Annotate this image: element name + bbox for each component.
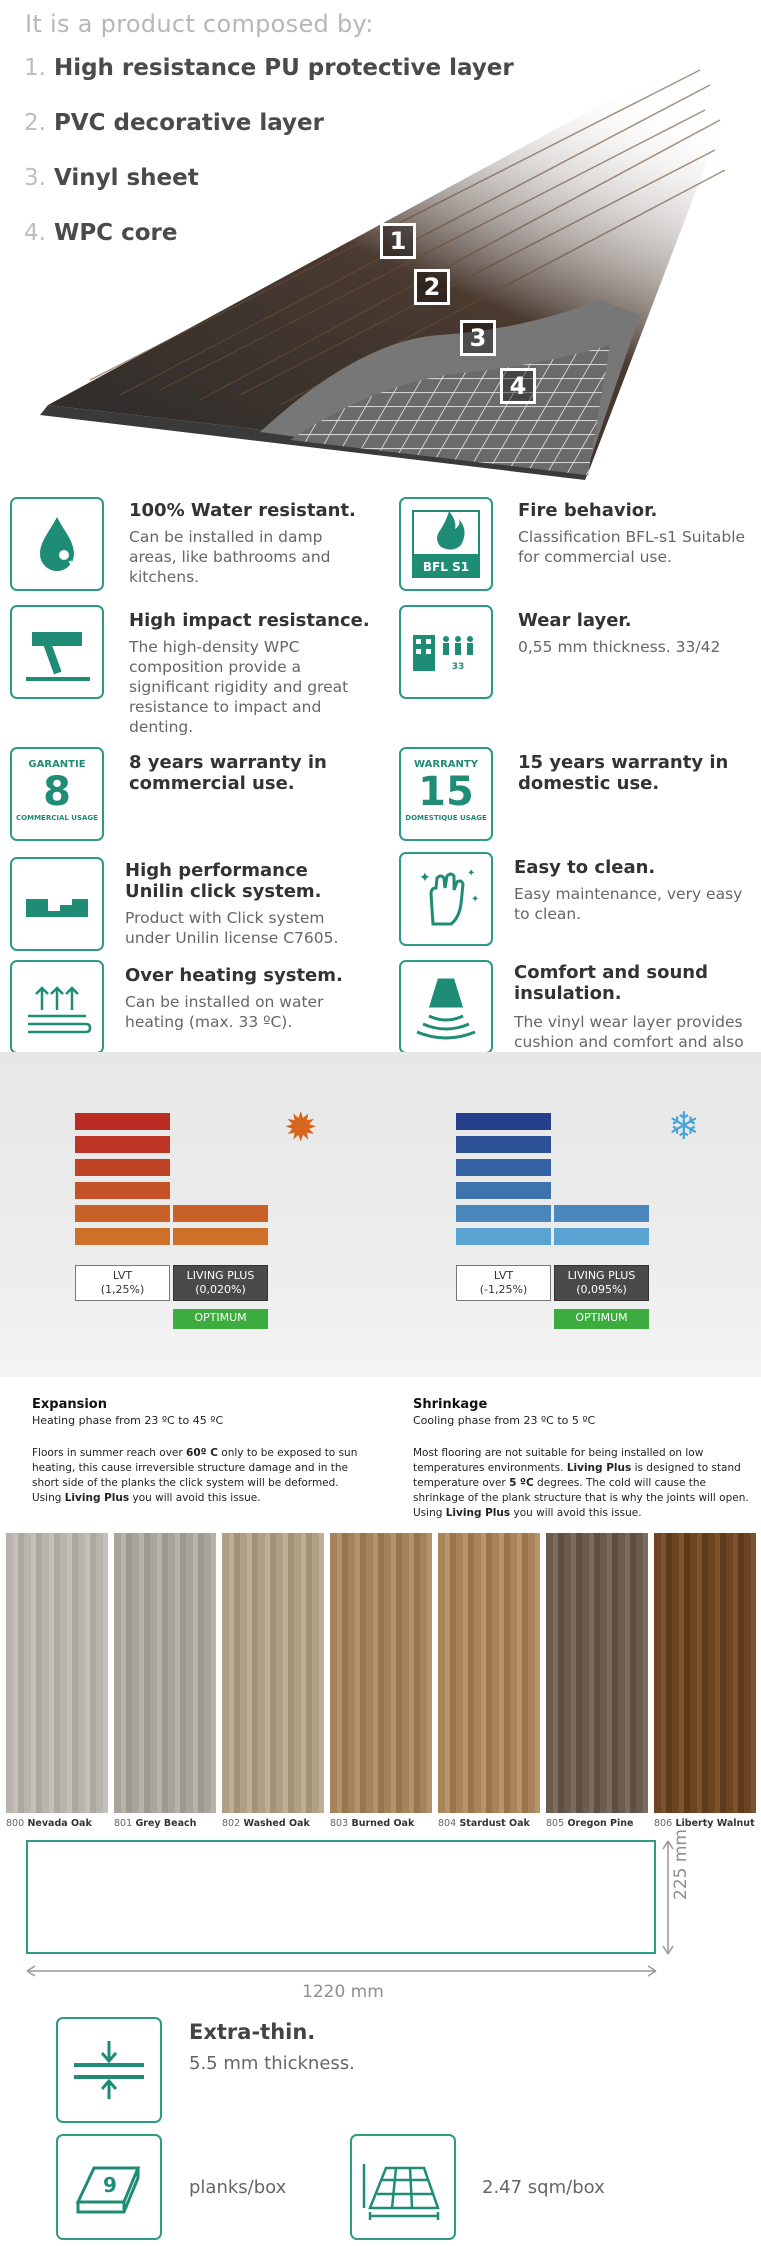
- livingplus-hot-label: LIVING PLUS (0,020%): [173, 1265, 268, 1301]
- bar: [173, 1228, 268, 1245]
- bar: [75, 1136, 170, 1153]
- feature-title: Easy to clean.: [514, 857, 656, 878]
- sound-icon: [399, 960, 493, 1054]
- thin-desc: 5.5 mm thickness.: [189, 2053, 355, 2074]
- click-system-icon: [10, 857, 104, 951]
- bar: [173, 1205, 268, 1222]
- plank-swatch-804: [438, 1533, 540, 1813]
- bar: [75, 1228, 170, 1245]
- layer-badge-2: 2: [414, 269, 450, 305]
- shrinkage-body: Most flooring are not suitable for being installed on low temperatures environments. Living Plus is designed to stand temperature over 5 ºC degrees. The cold will cause the shrinkage of the plank structure that is why the joints will open. Using Living Plus you will avoid this issue.: [413, 1447, 749, 1519]
- height-label: 225 mm: [671, 1829, 691, 1900]
- svg-text:33: 33: [451, 662, 465, 672]
- svg-text:BFL S1: BFL S1: [422, 560, 470, 574]
- planks-label: planks/box: [189, 2177, 287, 2198]
- feature-desc: The vinyl wear layer provides cushion and comfort and also: [514, 1013, 744, 1051]
- expansion-body: Floors in summer reach over 60º C only to be exposed to sun heating, this cause irreversible structure damage and in the short side of the planks the click system will be deformed. Using Living Plus you will avoid this issue.: [32, 1447, 358, 1504]
- bar: [75, 1159, 170, 1176]
- hammer-icon: [10, 605, 104, 699]
- plank-name: 800 Nevada Oak: [6, 1818, 92, 1829]
- building-people-icon: [399, 605, 493, 699]
- plank-name: 805 Oregon Pine: [546, 1818, 634, 1829]
- plank-name: 803 Burned Oak: [330, 1818, 415, 1829]
- dimension-arrows: [0, 1835, 761, 2005]
- width-label: 1220 mm: [302, 1982, 384, 2002]
- layer-badge-4: 4: [500, 368, 536, 404]
- water-drop-icon: [10, 497, 104, 591]
- feature-title: Fire behavior.: [518, 500, 658, 521]
- layer-3: 3. Vinyl sheet: [24, 165, 199, 191]
- intro-text: It is a product composed by:: [25, 10, 374, 38]
- lvt-cold-bars: [456, 1113, 551, 1245]
- feature-desc: Can be installed on water heating (max. 33 ºC).: [125, 993, 324, 1031]
- plank-name: 802 Washed Oak: [222, 1818, 310, 1829]
- feature-title: Over heating system.: [125, 965, 343, 986]
- expansion-subtitle: Heating phase from 23 ºC to 45 ºC: [32, 1414, 224, 1427]
- svg-text:✦: ✦: [467, 868, 476, 879]
- layer-4: 4. WPC core: [24, 220, 178, 246]
- plank-swatch-801: [114, 1533, 216, 1813]
- shrinkage-title: Shrinkage: [413, 1397, 488, 1412]
- layer-badge-3: 3: [460, 320, 496, 356]
- area-icon: [350, 2134, 456, 2240]
- bar: [456, 1182, 551, 1199]
- plank-swatch-803: [330, 1533, 432, 1813]
- bar: [456, 1228, 551, 1245]
- heating-icon: [10, 960, 104, 1054]
- snowflake-icon: ❄: [668, 1104, 700, 1148]
- plank-name: 806 Liberty Walnut: [654, 1818, 755, 1829]
- clean-hand-icon: [399, 852, 493, 946]
- feature-title: 8 years warranty in commercial use.: [129, 752, 327, 794]
- bar: [456, 1205, 551, 1222]
- lvt-hot-label: LVT (1,25%): [75, 1265, 170, 1301]
- feature-title: Wear layer.: [518, 610, 632, 631]
- sqm-label: 2.47 sqm/box: [482, 2177, 605, 2198]
- plank-swatch-802: [222, 1533, 324, 1813]
- bar: [75, 1182, 170, 1199]
- layer-2: 2. PVC decorative layer: [24, 110, 324, 136]
- bar: [456, 1136, 551, 1153]
- plank-swatch-805: [546, 1533, 648, 1813]
- feature-title: 15 years warranty in domestic use.: [518, 752, 729, 794]
- warranty-icon: WARRANTY 15 DOMESTIQUE USAGE: [399, 747, 493, 841]
- feature-desc: Product with Click system under Unilin license C7605.: [125, 909, 339, 947]
- garantie-icon: GARANTIE 8 COMMERCIAL USAGE: [10, 747, 104, 841]
- plank-name: 801 Grey Beach: [114, 1818, 197, 1829]
- bar: [75, 1113, 170, 1130]
- feature-desc: Easy maintenance, very easy to clean.: [514, 885, 743, 923]
- bar: [554, 1228, 649, 1245]
- livingplus-hot-bars: [173, 1205, 268, 1245]
- svg-text:✦: ✦: [419, 870, 431, 886]
- livingplus-cold-label: LIVING PLUS (0,095%): [554, 1265, 649, 1301]
- plank-name: 804 Stardust Oak: [438, 1818, 530, 1829]
- layer-1: 1. High resistance PU protective layer: [24, 55, 514, 81]
- plank-swatch-806: [654, 1533, 756, 1813]
- bar: [456, 1113, 551, 1130]
- feature-title: 100% Water resistant.: [129, 500, 356, 521]
- svg-text:9: 9: [103, 2173, 117, 2197]
- feature-desc: Classification BFL-s1 Suitable for commercial use.: [518, 528, 746, 566]
- plank-swatch-800: [6, 1533, 108, 1813]
- thickness-icon: [56, 2017, 162, 2123]
- lvt-cold-label: LVT (-1,25%): [456, 1265, 551, 1301]
- feature-desc: Can be installed in damp areas, like bathrooms and kitchens.: [129, 528, 331, 586]
- lvt-hot-bars: [75, 1113, 170, 1245]
- bar: [456, 1159, 551, 1176]
- feature-desc: 0,55 mm thickness. 33/42: [518, 638, 721, 656]
- feature-title: Comfort and sound insulation.: [514, 962, 708, 1004]
- thin-title: Extra-thin.: [189, 2020, 316, 2044]
- layer-badge-1: 1: [380, 223, 416, 259]
- svg-text:✦: ✦: [471, 894, 480, 905]
- bar: [554, 1205, 649, 1222]
- feature-title: High impact resistance.: [129, 610, 370, 631]
- optimum-badge-hot: OPTIMUM: [173, 1309, 268, 1329]
- fire-icon: [399, 497, 493, 591]
- expansion-title: Expansion: [32, 1397, 107, 1412]
- feature-title: High performance Unilin click system.: [125, 860, 322, 902]
- box-planks-icon: [56, 2134, 162, 2240]
- sun-icon: ✹: [284, 1105, 318, 1151]
- optimum-badge-cold: OPTIMUM: [554, 1309, 649, 1329]
- shrinkage-subtitle: Cooling phase from 23 ºC to 5 ºC: [413, 1414, 596, 1427]
- feature-desc: The high-density WPC composition provide a significant rigidity and great resistance to impact and denting.: [129, 638, 349, 736]
- livingplus-cold-bars: [554, 1205, 649, 1245]
- bar: [75, 1205, 170, 1222]
